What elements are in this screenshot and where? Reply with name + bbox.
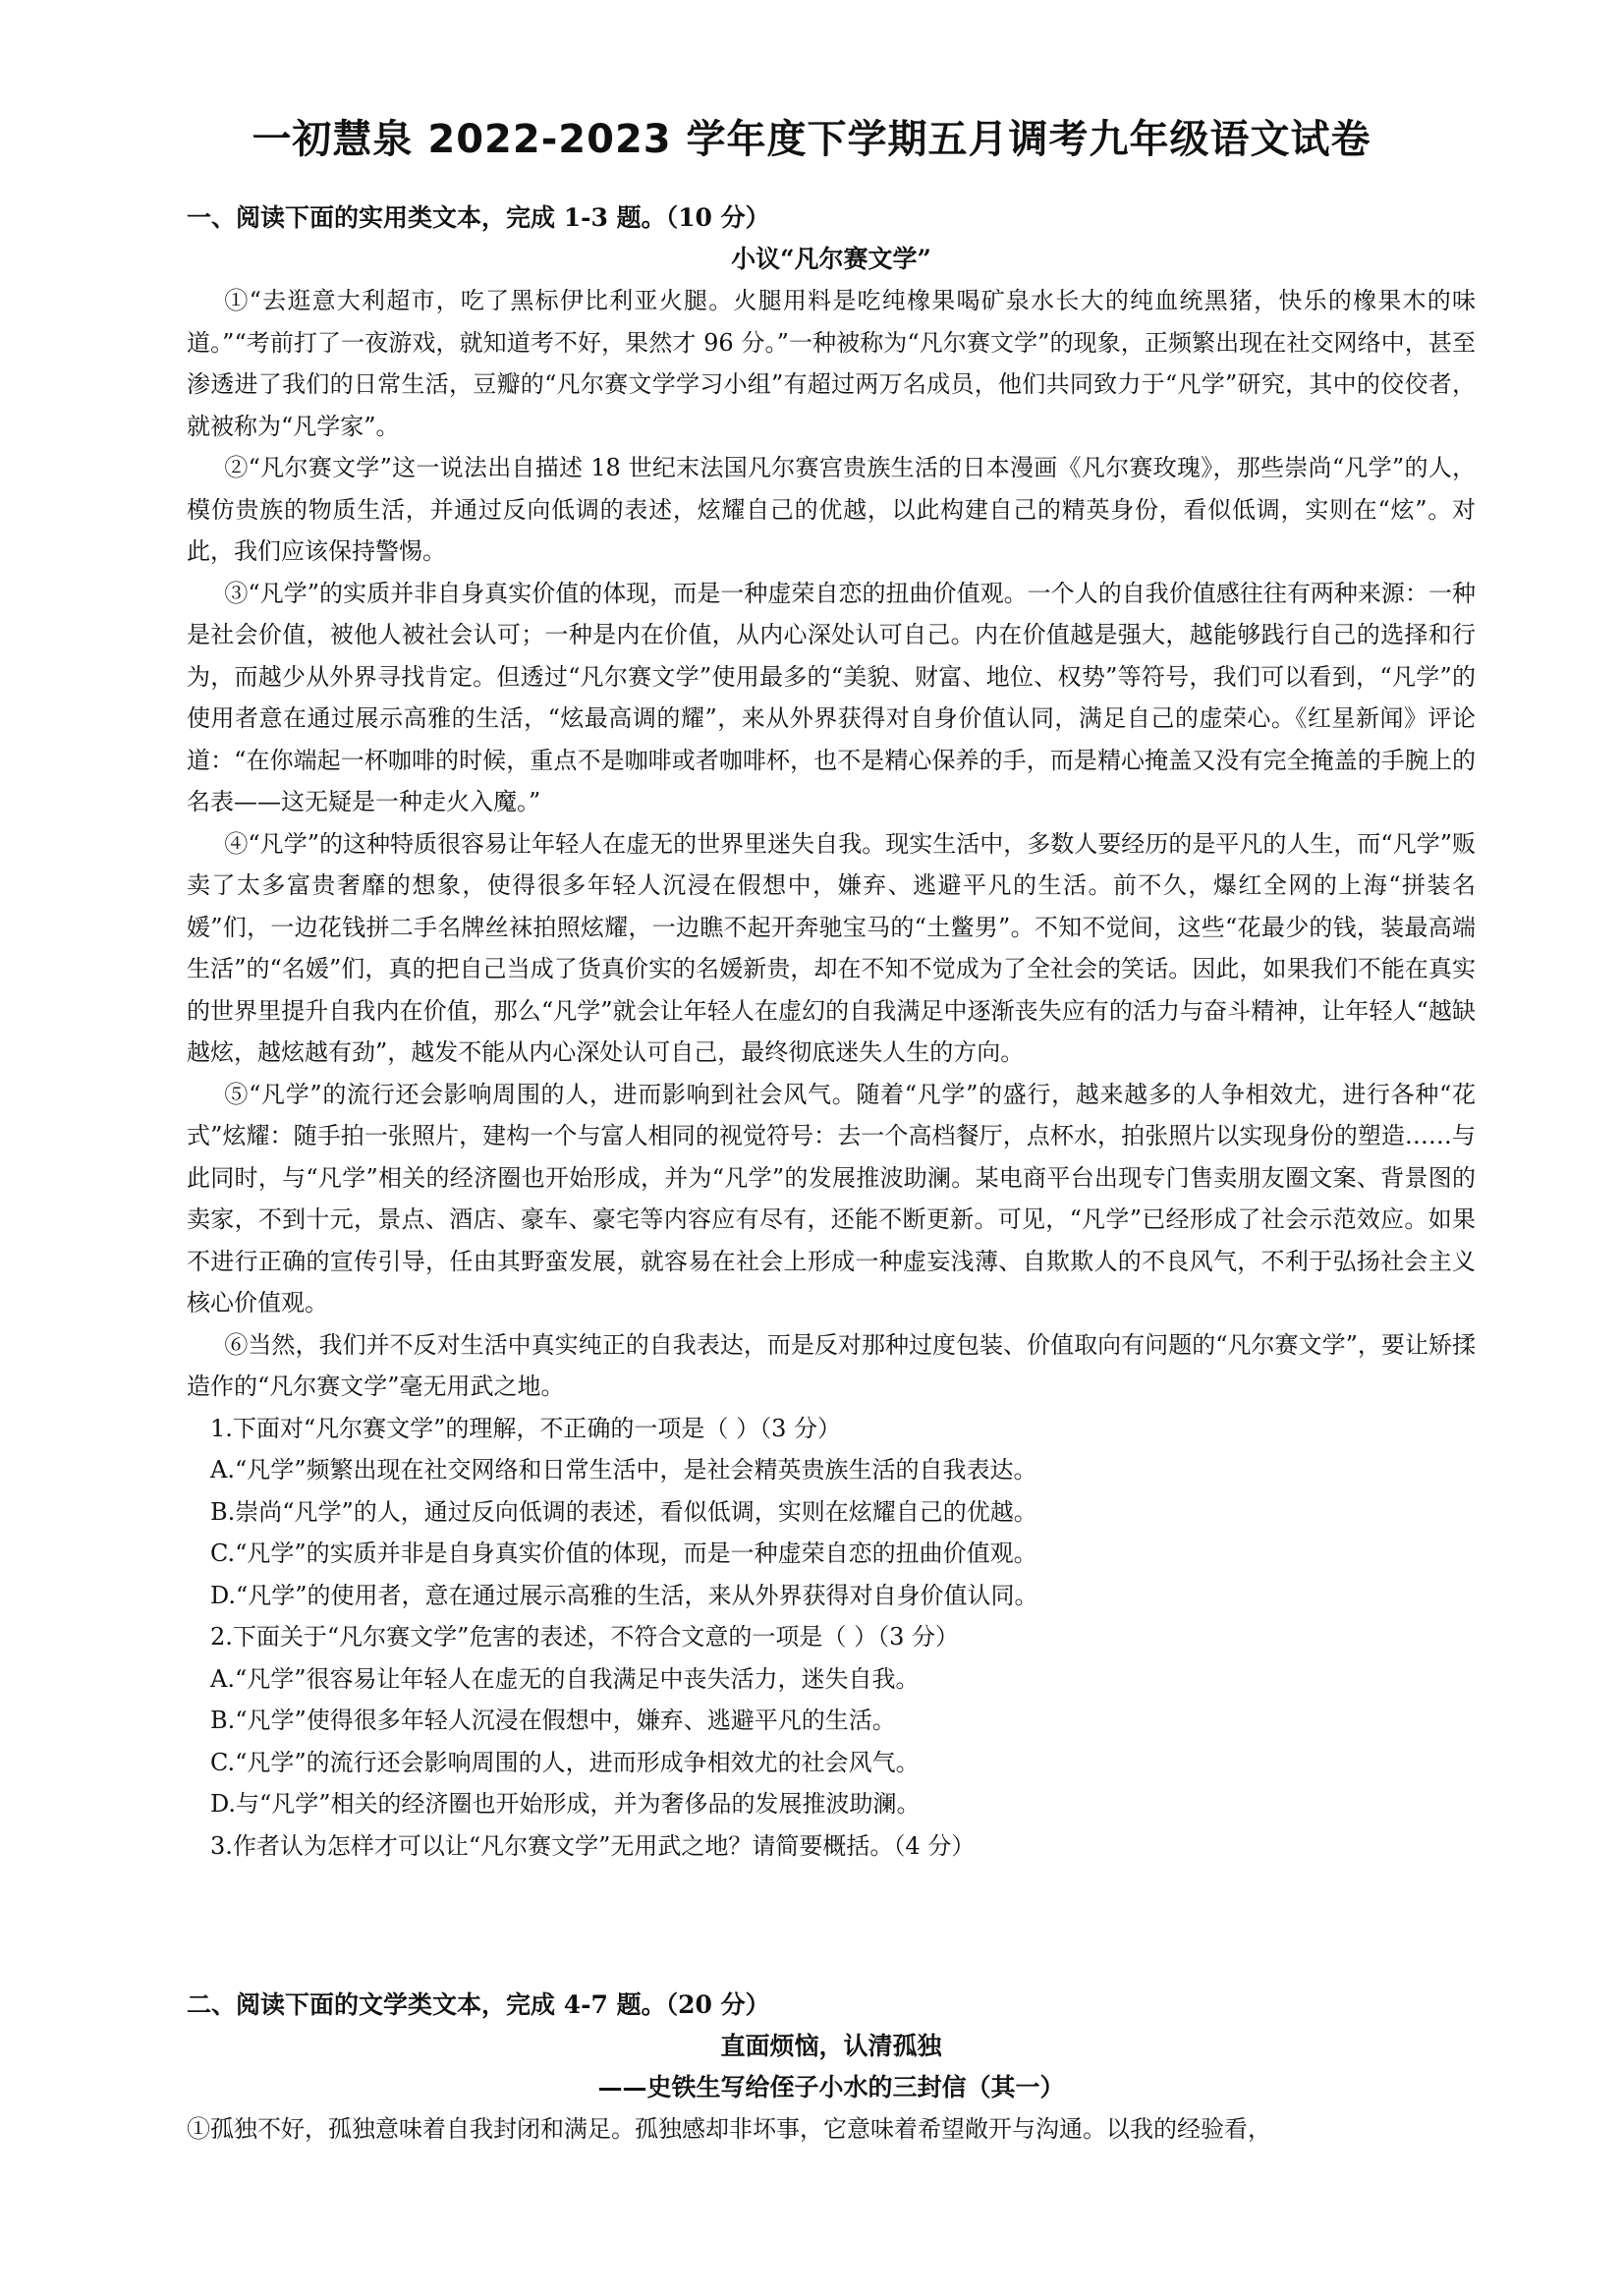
section-1-heading: 一、阅读下面的实用类文本，完成 1-3 题。（10 分） — [187, 203, 770, 232]
question-3: 3.作者认为怎样才可以让“凡尔赛文学”无用武之地？请简要概括。（4 分） — [210, 1831, 976, 1860]
question-1-option-d: D.“凡学”的使用者，意在通过展示高雅的生活，来从外界获得对自身价值认同。 — [210, 1581, 1038, 1609]
question-1-option-b: B.崇尚“凡学”的人，通过反向低调的表述，看似低调，实则在炫耀自己的优越。 — [210, 1497, 1037, 1526]
article-1-title: 小议“凡尔赛文学” — [731, 245, 931, 273]
article-2-subtitle: ——史铁生写给侄子小水的三封信（其一） — [597, 2073, 1065, 2101]
article-1-paragraph-1: ①“去逛意大利超市，吃了黑标伊比利亚火腿。火腿用料是吃纯橡果喝矿泉水长大的纯血统黑猪，快乐的橡果木的味道。”“考前打了一夜游戏，就知道考不好，果然才 96 分。”一种被称为“凡尔赛文学”的现象，正频繁出现在社交网络中，甚至渗透进了我们的日常生活，豆瓣的“凡尔赛文学学习小组”有超过两万名成员，他们共同致力于“凡学”研究，其中的佼佼者，就被称为“凡学家”。 — [187, 287, 1477, 440]
question-1: 1.下面对“凡尔赛文学”的理解，不正确的一项是（ ）（3 分） — [210, 1414, 841, 1442]
answer-space — [187, 1867, 1476, 1985]
question-2-option-a: A.“凡学”很容易让年轻人在虚无的自我满足中丧失活力，迷失自我。 — [210, 1664, 920, 1693]
question-2-option-b: B.“凡学”使得很多年轻人沉浸在假想中，嫌弃、逃避平凡的生活。 — [210, 1707, 896, 1734]
article-1-paragraph-3: ③“凡学”的实质并非自身真实价值的体现，而是一种虚荣自恋的扭曲价值观。一个人的自我价值感往往有两种来源：一种是社会价值，被他人被社会认可；一种是内在价值，从内心深处认可自己。内在价值越是强大，越能够践行自己的选择和行为，而越少从外界寻找肯定。但透过“凡尔赛文学”使用最多的“美貌、财富、地位、权势”等符号，我们可以看到，“凡学”的使用者意在通过展示高雅的生活，“炫最高调的耀”，来从外界获得对自身价值认同，满足自己的虚荣心。《红星新闻》评论道：“在你端起一杯咖啡的时候，重点不是咖啡或者咖啡杯，也不是精心保养的手，而是精心掩盖又没有完全掩盖的手腕上的名表——这无疑是一种走火入魔。” — [187, 579, 1476, 815]
article-1-paragraph-4: ④“凡学”的这种特质很容易让年轻人在虚无的世界里迷失自我。现实生活中，多数人要经历的是平凡的人生，而“凡学”贩卖了太多富贵奢靡的想象，使得很多年轻人沉浸在假想中，嫌弃、逃避平凡的生活。前不久，爆红全网的上海“拼装名媛”们，一边花钱拼二手名牌丝袜拍照炫耀，一边瞧不起开奔驰宝马的“土鳖男”。不知不觉间，这些“花最少的钱，装最高端生活”的“名媛”们，真的把自己当成了货真价实的名媛新贵，却在不知不觉成为了全社会的笑话。因此，如果我们不能在真实的世界里提升自我内在价值，那么“凡学”就会让年轻人在虚幻的自我满足中逐渐丧失应有的活力与奋斗精神，让年轻人“越缺越炫，越炫越有劲”，越发不能从内心深处认可自己，最终彻底迷失人生的方向。 — [187, 829, 1476, 1066]
section-2 — [187, 1985, 1476, 2151]
section-2-heading: 二、阅读下面的文学类文本，完成 4-7 题。（20 分） — [187, 1990, 770, 2019]
section-1 — [187, 197, 1476, 1867]
article-1-paragraph-2: ②“凡尔赛文学”这一说法出自描述 18 世纪末法国凡尔赛宫贵族生活的日本漫画《凡尔赛玫瑰》，那些崇尚“凡学”的人，模仿贵族的物质生活，并通过反向低调的表述，炫耀自己的优越，以此构建自己的精英身份，看似低调，实则在“炫”。对此，我们应该保持警惕。 — [187, 454, 1476, 565]
question-1-option-c: C.“凡学”的实质并非是自身真实价值的体现，而是一种虚荣自恋的扭曲价值观。 — [210, 1540, 1037, 1567]
article-2-paragraph-1: ①孤独不好，孤独意味着自我封闭和满足。孤独感却非坏事，它意味着希望敞开与沟通。以我的经验看， — [187, 2115, 1271, 2143]
question-2-option-d: D.与“凡学”相关的经济圈也开始形成，并为奢侈品的发展推波助澜。 — [210, 1790, 921, 1818]
question-2-option-c: C.“凡学”的流行还会影响周围的人，进而形成争相效尤的社会风气。 — [210, 1748, 920, 1776]
article-1-paragraph-6: ⑥当然，我们并不反对生活中真实纯正的自我表达，而是反对那种过度包装、价值取向有问题的“凡尔赛文学”，要让矫揉造作的“凡尔赛文学”毫无用武之地。 — [187, 1330, 1476, 1400]
question-1-option-a: A.“凡学”频繁出现在社交网络和日常生活中，是社会精英贵族生活的自我表达。 — [210, 1456, 1037, 1484]
question-2: 2.下面关于“凡尔赛文学”危害的表述，不符合文意的一项是（ ）（3 分） — [210, 1623, 959, 1651]
exam-title: 一初慧泉 2022-2023 学年度下学期五月调考九年级语文试卷 — [252, 117, 1371, 162]
article-1-paragraph-5: ⑤“凡学”的流行还会影响周围的人，进而影响到社会风气。随着“凡学”的盛行，越来越多的人争相效尤，进行各种“花式”炫耀：随手拍一张照片，建构一个与富人相同的视觉符号：去一个高档餐厅，点杯水，拍张照片以实现身份的塑造……与此同时，与“凡学”相关的经济圈也开始形成，并为“凡学”的发展推波助澜。某电商平台出现专门售卖朋友圈文案、背景图的卖家，不到十元，景点、酒店、豪车、豪宅等内容应有尽有，还能不断更新。可见，“凡学”已经形成了社会示范效应。如果不进行正确的宣传引导，任由其野蛮发展，就容易在社会上形成一种虚妄浅薄、自欺欺人的不良风气，不利于弘扬社会主义核心价值观。 — [187, 1080, 1476, 1316]
article-2-title: 直面烦恼，认清孤独 — [720, 2032, 942, 2060]
